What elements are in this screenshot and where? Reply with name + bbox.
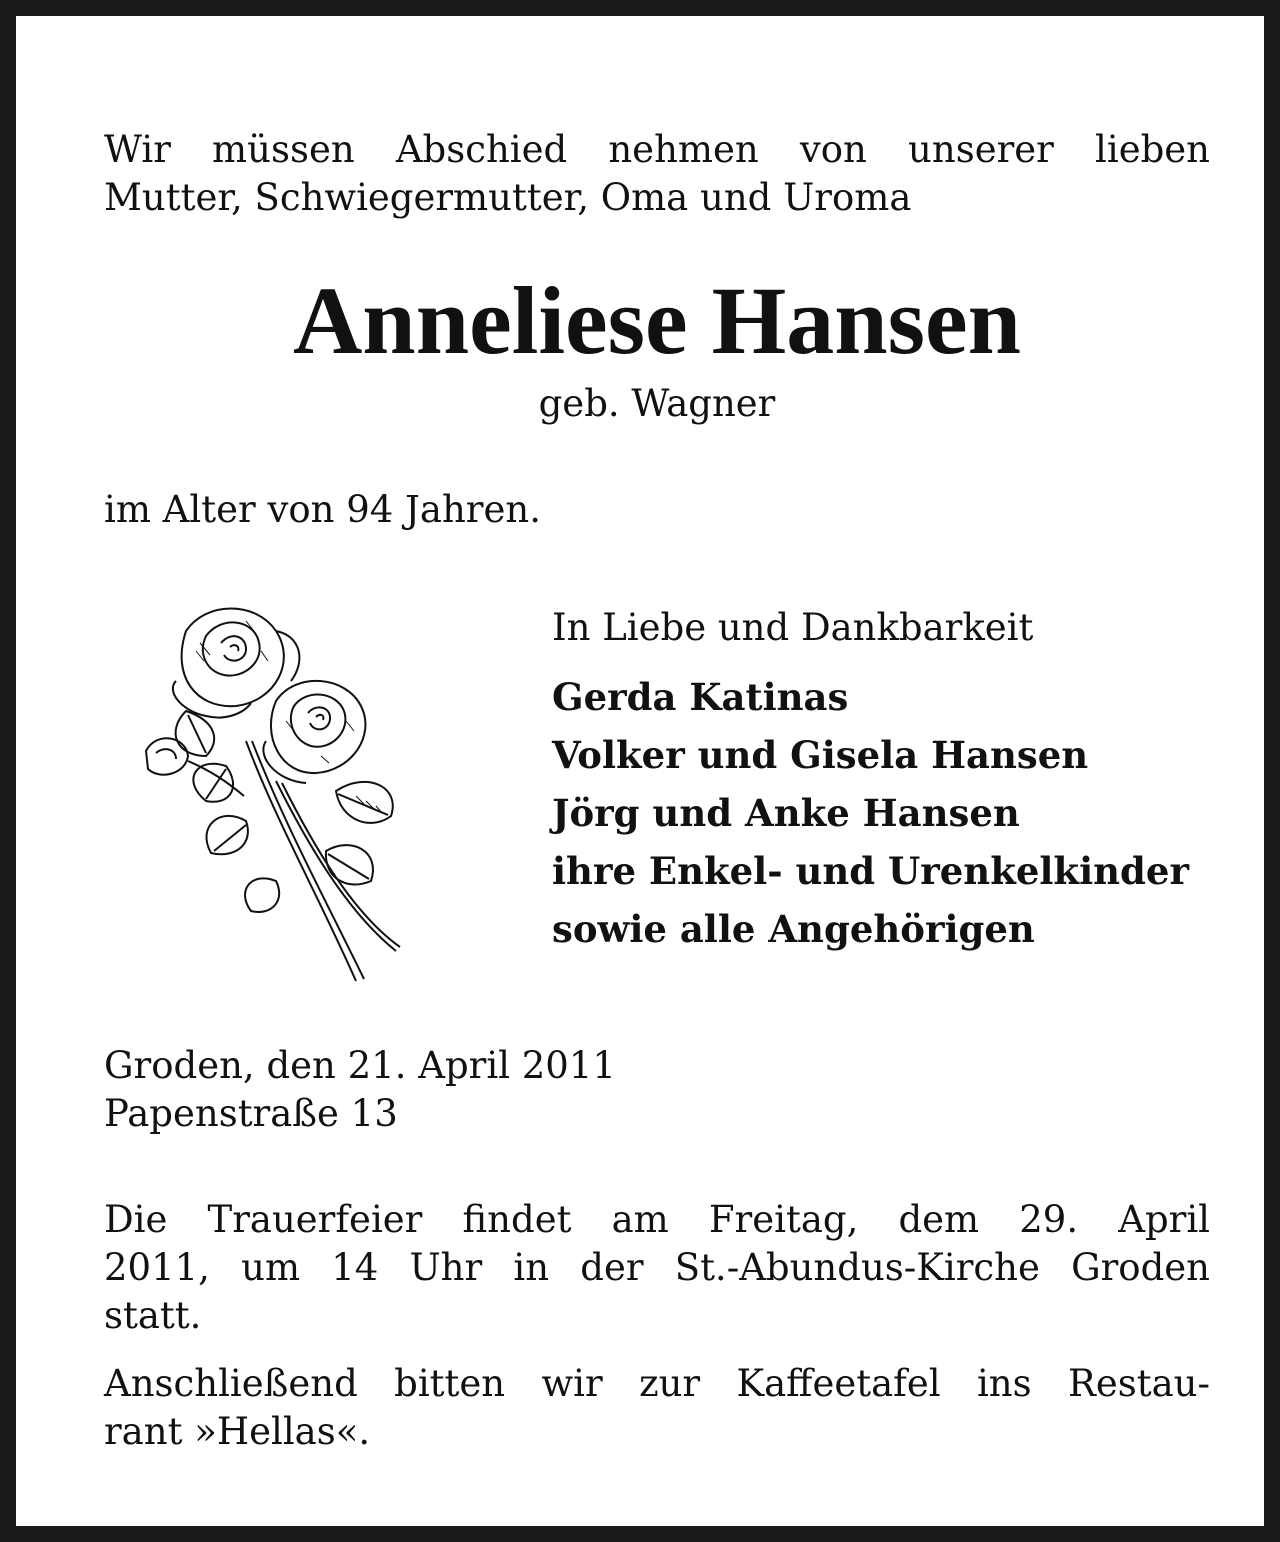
address: Papenstraße 13: [104, 1092, 398, 1135]
mourner-item: Volker und Gisela Hansen: [552, 733, 1089, 777]
roses-illustration-icon: [126, 591, 416, 991]
service-line-3: statt.: [104, 1294, 202, 1337]
mourner-item: Gerda Katinas: [552, 675, 849, 719]
mourners-intro: In Liebe und Dankbarkeit: [552, 606, 1034, 649]
deceased-name: Anneliese Hansen: [292, 267, 1022, 374]
place-date: Groden, den 21. April 2011: [104, 1044, 616, 1087]
obituary-content: [88, 16, 1210, 1526]
mourner-item: sowie alle Angehörigen: [552, 907, 1035, 951]
age-line: im Alter von 94 Jahren.: [104, 488, 541, 531]
service-line-2: 2011, um 14 Uhr in der St.-Abundus-Kirche Groden: [104, 1246, 1210, 1289]
mourner-item: ihre Enkel- und Urenkelkinder: [552, 849, 1189, 893]
intro-line-2: Mutter, Schwiegermutter, Oma und Uroma: [104, 176, 912, 219]
birth-name: geb. Wagner: [538, 382, 776, 425]
reception-line-2: rant »Hellas«.: [104, 1410, 371, 1453]
mourners-list: [552, 668, 1212, 958]
intro-line-1: Wir müssen Abschied nehmen von unserer lieben: [104, 128, 1210, 171]
reception-line-1: Anschließend bitten wir zur Kaffeetafel ins Restau-: [104, 1362, 1210, 1405]
mourner-item: Jörg und Anke Hansen: [552, 791, 1020, 835]
service-line-1: Die Trauerfeier findet am Freitag, dem 29. April: [104, 1198, 1210, 1241]
